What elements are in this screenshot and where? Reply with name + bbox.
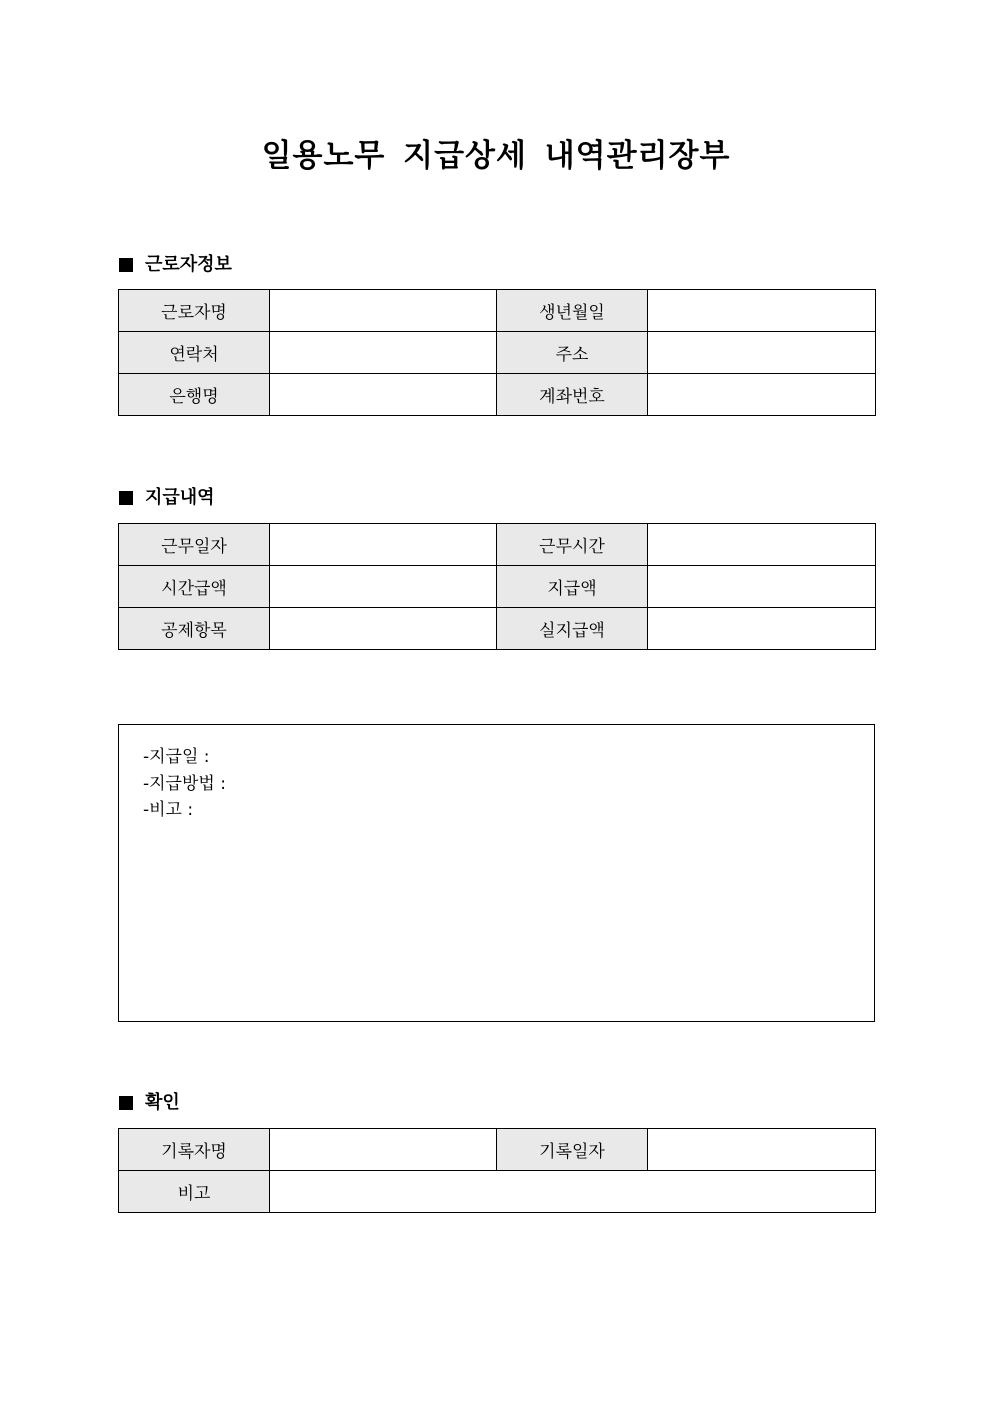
- section-heading-confirmation: [119, 1091, 180, 1115]
- label-cell: 실지급액: [497, 608, 648, 650]
- label-cell: 주소: [497, 332, 648, 374]
- section-heading-payment-details: [119, 486, 215, 510]
- notes-lines: [143, 744, 226, 824]
- label-cell: 근무일자: [119, 524, 270, 566]
- payment-date-line: -지급일 :: [143, 747, 210, 767]
- table-row: [119, 1171, 876, 1213]
- table-row: [119, 524, 876, 566]
- hourly-rate-field[interactable]: [270, 566, 497, 608]
- payment-amount-field[interactable]: [648, 566, 876, 608]
- table-row: [119, 374, 876, 416]
- remarks-field[interactable]: [270, 1171, 876, 1213]
- deductions-field[interactable]: [270, 608, 497, 650]
- table-row: [119, 332, 876, 374]
- contact-field[interactable]: [270, 332, 497, 374]
- birthdate-field[interactable]: [648, 290, 876, 332]
- bank-name-field[interactable]: [270, 374, 497, 416]
- recorder-name-field[interactable]: [270, 1129, 497, 1171]
- label-cell: 생년월일: [497, 290, 648, 332]
- label-cell: 지급액: [497, 566, 648, 608]
- payment-method-line: -지급방법 :: [143, 773, 226, 794]
- remarks-line: -비고 :: [143, 800, 194, 820]
- label-cell: 계좌번호: [497, 374, 648, 416]
- label-cell: 근로자명: [119, 290, 270, 332]
- record-date-field[interactable]: [648, 1129, 876, 1171]
- worker-name-field[interactable]: [270, 290, 497, 332]
- square-bullet-icon: [119, 1096, 133, 1110]
- label-cell: 기록자명: [119, 1129, 270, 1171]
- work-date-field[interactable]: [270, 524, 497, 566]
- label-cell: 공제항목: [119, 608, 270, 650]
- notes-box[interactable]: [118, 724, 875, 1022]
- address-field[interactable]: [648, 332, 876, 374]
- worker-info-table: [118, 289, 876, 416]
- square-bullet-icon: [119, 491, 133, 505]
- label-cell: 연락처: [119, 332, 270, 374]
- payment-details-table: [118, 523, 876, 650]
- label-cell: 시간급액: [119, 566, 270, 608]
- table-row: [119, 566, 876, 608]
- section-heading-label: 근로자정보: [145, 254, 232, 275]
- net-payment-field[interactable]: [648, 608, 876, 650]
- label-cell: 근무시간: [497, 524, 648, 566]
- label-cell: 은행명: [119, 374, 270, 416]
- work-hours-field[interactable]: [648, 524, 876, 566]
- section-heading-label: 지급내역: [145, 487, 215, 508]
- label-cell: 기록일자: [497, 1129, 648, 1171]
- square-bullet-icon: [119, 258, 133, 272]
- label-cell: 비고: [119, 1171, 270, 1213]
- document-title: 일용노무 지급상세 내역관리장부: [261, 138, 731, 174]
- section-heading-worker-info: [119, 253, 232, 277]
- table-row: [119, 1129, 876, 1171]
- table-row: [119, 290, 876, 332]
- table-row: [119, 608, 876, 650]
- section-heading-label: 확인: [145, 1092, 180, 1113]
- account-number-field[interactable]: [648, 374, 876, 416]
- confirmation-table: [118, 1128, 876, 1213]
